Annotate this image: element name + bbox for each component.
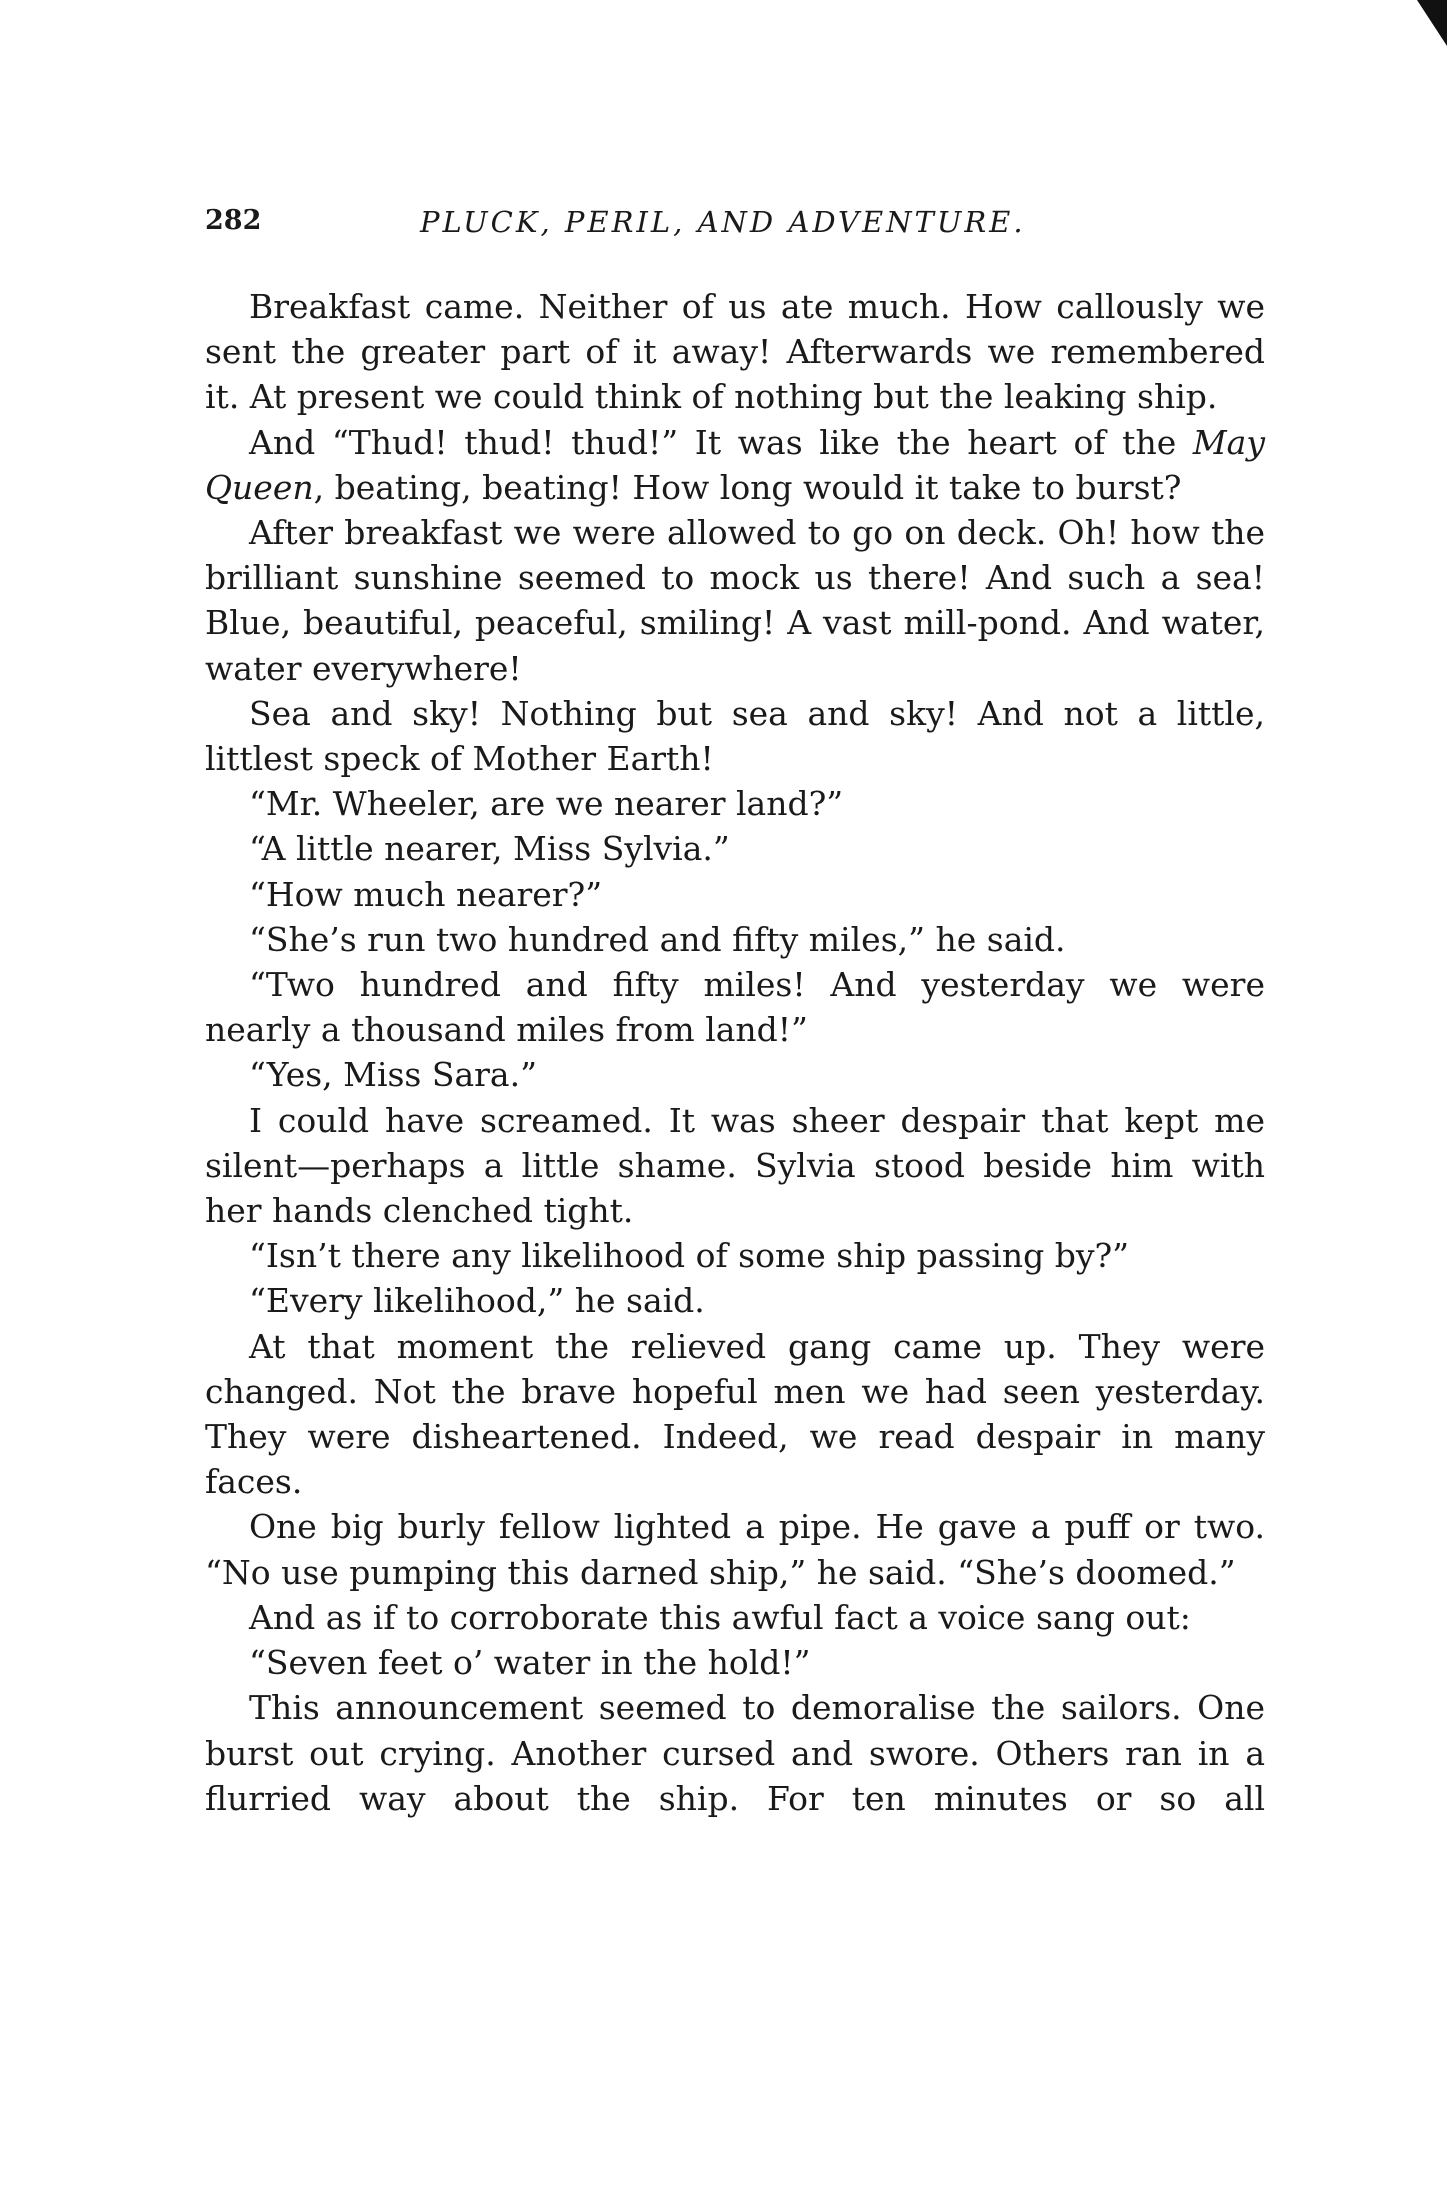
paragraph: “Mr. Wheeler, are we nearer land?” [249,784,844,824]
paragraph: This announcement seemed to demoralise the sailors. One burst out crying. Another cursed and swore. Others ran in a flurried way about the ship. For ten minutes or so all [205,1688,1265,1818]
paragraph: Sea and sky! Nothing but sea and sky! And not a little, littlest speck of Mother Earth! [205,693,1265,779]
body-text [205,284,1265,1821]
paragraph: “A little nearer, Miss Sylvia.” [249,829,730,869]
page-corner-mark [1417,0,1447,46]
paragraph: “Two hundred and fifty miles! And yesterday we were nearly a thousand miles from land!” [205,965,1265,1050]
paragraph: And as if to corroborate this awful fact a voice sang out: [249,1597,1191,1637]
page-number: 282 [205,205,262,236]
paragraph: “Seven feet o’ water in the hold!” [249,1643,811,1683]
paragraph: At that moment the relieved gang came up. They were changed. Not the brave hopeful men we had seen yesterday. They were disheartened. Indeed, we read despair in many faces. [205,1326,1265,1502]
paragraph: And “Thud! thud! thud!” It was like the heart of the May Queen, beating, beating! How long would it take to burst? [205,422,1265,507]
running-head: PLUCK, PERIL, AND ADVENTURE. [420,205,1026,239]
page-header [205,205,1265,245]
paragraph: After breakfast we were allowed to go on deck. Oh! how the brilliant sunshine seemed to mock us there! And such a sea! Blue, beautiful, peaceful, smiling! A vast mill-pond. And water, water everywhere! [205,513,1265,688]
paragraph: I could have screamed. It was sheer despair that kept me silent—perhaps a little shame. Sylvia stood beside him with her hands clenched tight. [205,1100,1265,1231]
paragraph: One big burly fellow lighted a pipe. He gave a puff or two. “No use pumping this darned ship,” he said. “She’s doomed.” [205,1507,1265,1592]
paragraph: Breakfast came. Neither of us ate much. How callously we sent the greater part of it away! Afterwards we remembered it. At present we could think of nothing but the leaking ship. [205,287,1265,417]
paragraph: “Yes, Miss Sara.” [249,1055,537,1095]
paragraph: “She’s run two hundred and fifty miles,” he said. [249,919,1066,959]
paragraph: “Every likelihood,” he said. [249,1281,705,1321]
paragraph: “Isn’t there any likelihood of some ship passing by?” [249,1236,1130,1276]
paragraph: “How much nearer?” [249,874,603,914]
